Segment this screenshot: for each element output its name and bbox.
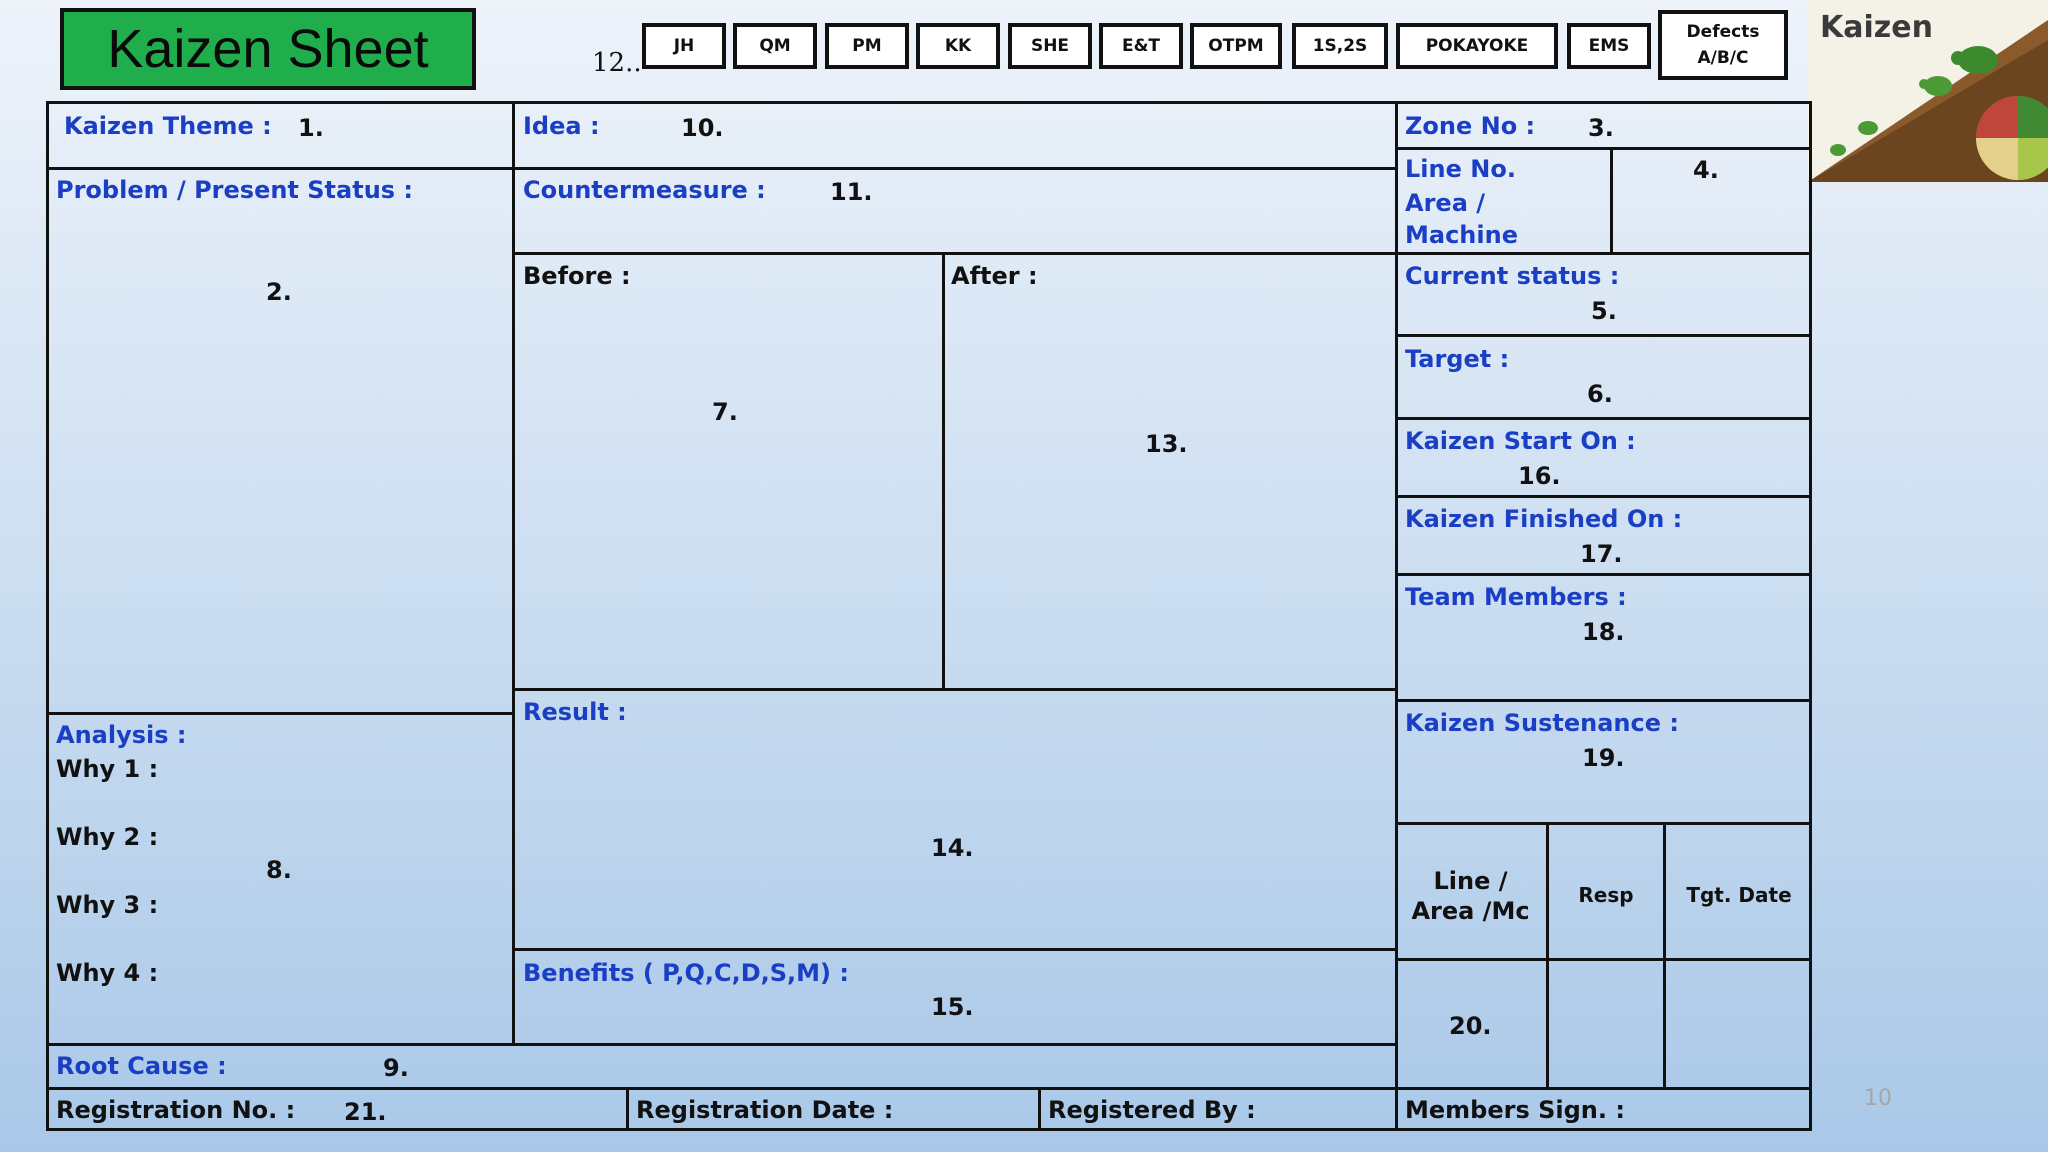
action-table-number: 20. <box>1449 1012 1492 1040</box>
sheet-title: Kaizen Sheet <box>60 8 476 90</box>
registration-no-number: 21. <box>344 1098 387 1126</box>
countermeasure-label: Countermeasure : <box>523 176 766 204</box>
line-no-number: 4. <box>1693 156 1719 184</box>
divider-left-column <box>512 104 515 1045</box>
why-2-label: Why 2 : <box>56 823 159 851</box>
idea-number: 10. <box>681 114 724 142</box>
team-members-number: 18. <box>1582 618 1625 646</box>
tag-1s2s[interactable]: 1S,2S <box>1292 23 1388 69</box>
divider-countermeasure-row <box>512 252 1812 255</box>
benefits-number: 15. <box>931 993 974 1021</box>
zone-no-label: Zone No : <box>1405 112 1536 140</box>
target-label: Target : <box>1405 345 1510 373</box>
before-number: 7. <box>712 398 738 426</box>
kaizen-form <box>46 101 1812 1131</box>
problem-status-number: 2. <box>266 278 292 306</box>
tag-kk[interactable]: KK <box>916 23 1000 69</box>
result-label: Result : <box>523 698 627 726</box>
tag-defects[interactable] <box>1658 10 1788 80</box>
divider-team-members <box>1395 699 1812 702</box>
divider-zone-row <box>1395 147 1812 150</box>
divider-right-column <box>1395 104 1398 1131</box>
target-number: 6. <box>1587 380 1613 408</box>
divider-reg-date <box>1038 1089 1041 1131</box>
area-label: Area / <box>1405 189 1486 217</box>
zone-no-number: 3. <box>1588 114 1614 142</box>
logo-label: Kaizen <box>1820 10 1933 45</box>
members-sign-label: Members Sign. : <box>1405 1096 1625 1124</box>
countermeasure-number: 11. <box>830 178 873 206</box>
defects-label: Defects <box>1686 22 1760 42</box>
line-no-label: Line No. <box>1405 155 1516 183</box>
tag-otpm[interactable]: OTPM <box>1190 23 1282 69</box>
team-members-label: Team Members : <box>1405 583 1627 611</box>
divider-finished-on <box>1395 573 1812 576</box>
machine-label: Machine <box>1405 221 1518 249</box>
tag-she[interactable]: SHE <box>1008 23 1092 69</box>
registered-by-label: Registered By : <box>1048 1096 1256 1124</box>
after-number: 13. <box>1145 430 1188 458</box>
page-number: 10 <box>1864 1086 1892 1111</box>
kaizen-logo <box>1808 0 2048 182</box>
table-col-line-area-1: Line / <box>1433 867 1508 895</box>
root-cause-label: Root Cause : <box>56 1052 227 1080</box>
why-3-label: Why 3 : <box>56 891 159 919</box>
result-number: 14. <box>931 834 974 862</box>
kaizen-sustenance-number: 19. <box>1582 744 1625 772</box>
divider-result <box>512 688 1395 691</box>
item-12-number: 12.. <box>592 48 642 78</box>
divider-table-col2 <box>1663 824 1666 1090</box>
table-col-line-area-2: Area /Mc <box>1411 897 1530 925</box>
divider-current-status <box>1395 334 1812 337</box>
kaizen-start-on-number: 16. <box>1518 462 1561 490</box>
table-col-resp: Resp <box>1578 883 1634 907</box>
divider-registration-row <box>49 1087 1812 1090</box>
registration-date-label: Registration Date : <box>636 1096 894 1124</box>
divider-target <box>1395 417 1812 420</box>
divider-sustenance <box>1395 822 1812 825</box>
divider-reg-no <box>626 1089 629 1131</box>
after-label: After : <box>951 262 1038 290</box>
why-1-label: Why 1 : <box>56 755 159 783</box>
divider-before-after <box>942 254 945 688</box>
analysis-label: Analysis : <box>56 721 187 749</box>
divider-root-cause <box>49 1043 1395 1046</box>
divider-table-col1 <box>1546 824 1549 1090</box>
divider-theme-row <box>49 167 1395 170</box>
idea-label: Idea : <box>523 112 600 140</box>
kaizen-start-on-label: Kaizen Start On : <box>1405 427 1636 455</box>
divider-benefits <box>512 948 1395 951</box>
tag-pm[interactable]: PM <box>825 23 909 69</box>
kaizen-sustenance-label: Kaizen Sustenance : <box>1405 709 1679 737</box>
root-cause-number: 9. <box>383 1054 409 1082</box>
why-4-label: Why 4 : <box>56 959 159 987</box>
registration-no-label: Registration No. : <box>56 1096 296 1124</box>
tag-et[interactable]: E&T <box>1099 23 1183 69</box>
benefits-label: Benefits ( P,Q,C,D,S,M) : <box>523 959 849 987</box>
tag-jh[interactable]: JH <box>642 23 726 69</box>
analysis-number: 8. <box>266 856 292 884</box>
divider-line-no <box>1610 147 1613 254</box>
problem-status-label: Problem / Present Status : <box>56 176 414 204</box>
tag-qm[interactable]: QM <box>733 23 817 69</box>
tag-ems[interactable]: EMS <box>1567 23 1651 69</box>
before-label: Before : <box>523 262 631 290</box>
tag-pokayoke[interactable]: POKAYOKE <box>1396 23 1558 69</box>
divider-start-on <box>1395 495 1812 498</box>
table-col-tgt-date: Tgt. Date <box>1686 883 1792 907</box>
kaizen-finished-on-number: 17. <box>1580 540 1623 568</box>
kaizen-theme-label: Kaizen Theme : <box>64 112 272 140</box>
defects-classes: A/B/C <box>1697 48 1749 68</box>
current-status-number: 5. <box>1591 297 1617 325</box>
divider-table-header <box>1395 958 1812 961</box>
kaizen-finished-on-label: Kaizen Finished On : <box>1405 505 1683 533</box>
kaizen-theme-number: 1. <box>298 114 324 142</box>
divider-analysis <box>49 712 512 715</box>
current-status-label: Current status : <box>1405 262 1620 290</box>
